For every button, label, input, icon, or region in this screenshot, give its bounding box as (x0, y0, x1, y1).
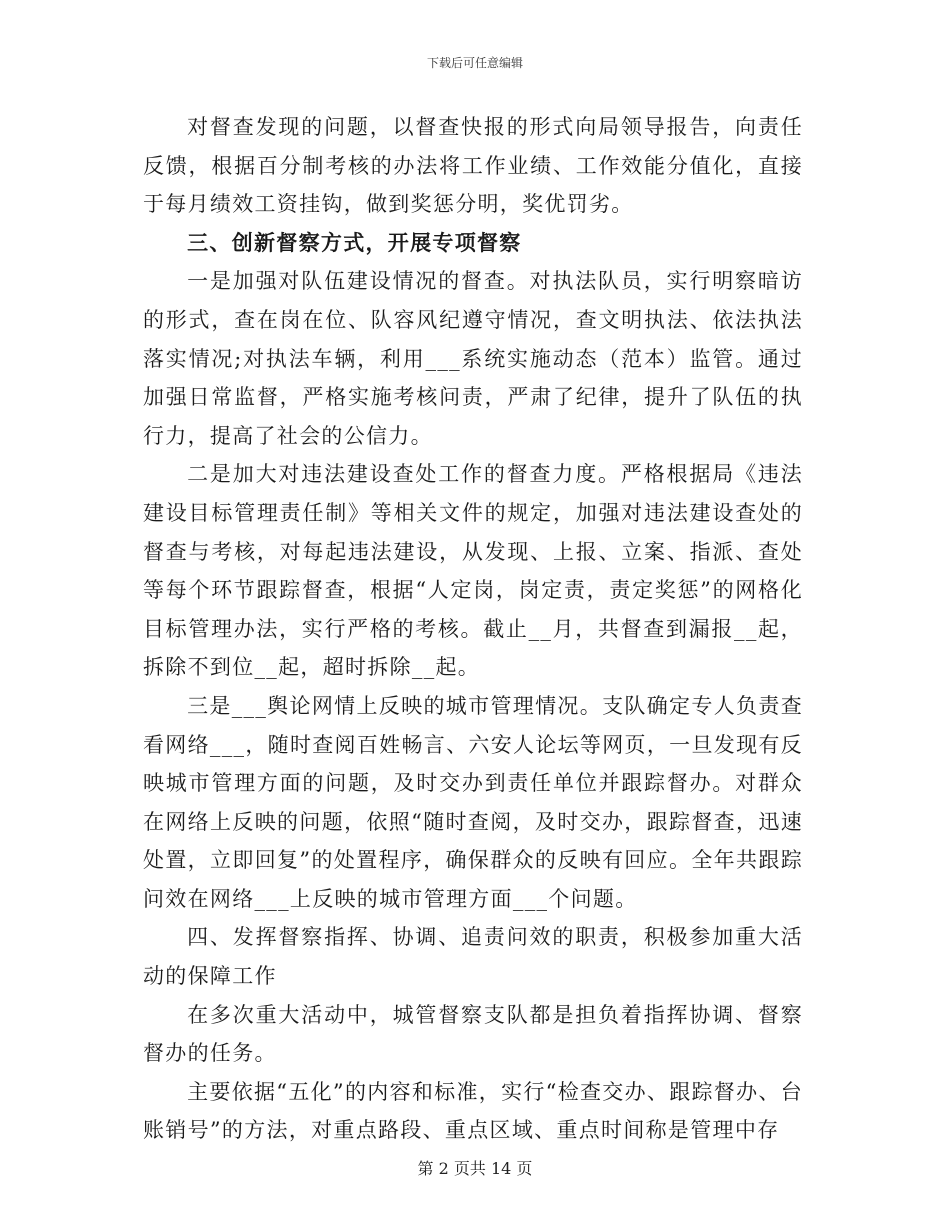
paragraph: 二是加大对违法建设查处工作的督查力度。严格根据局《违法建设目标管理责任制》等相关文件的规定，加强对违法建设查处的督查与考核，对每起违法建设，从发现、上报、立案、指派、查处等每个环节跟踪督查，根据“人定岗，岗定责，责定奖惩”的网格化目标管理办法，实行严格的考核。截止__月，共督查到漏报__起，拆除不到位__起，超时拆除__起。 (143, 462, 803, 680)
paragraph: 三是___舆论网情上反映的城市管理情况。支队确定专人负责查看网络___，随时查阅百姓畅言、六安人论坛等网页，一旦发现有反映城市管理方面的问题，及时交办到责任单位并跟踪督办。对群众在网络上反映的问题，依照“随时查阅，及时交办，跟踪督查，迅速处置，立即回复”的处置程序，确保群众的反映有回应。全年共跟踪问效在网络___上反映的城市管理方面___个问题。 (143, 693, 803, 911)
section-heading: 四、发挥督察指挥、协调、追责问效的职责，积极参加重大活动的保障工作 (143, 925, 803, 989)
page-header-note: 下载后可任意编辑 (426, 56, 523, 70)
document-body (143, 108, 803, 1150)
paragraph: 在多次重大活动中，城管督察支队都是担负着指挥协调、督察督办的任务。 (143, 1002, 803, 1066)
paragraph: 一是加强对队伍建设情况的督查。对执法队员，实行明察暗访的形式，查在岗在位、队容风纪遵守情况，查文明执法、依法执法落实情况;对执法车辆，利用___系统实施动态（范本）监管。通过加强日常监督，严格实施考核问责，严肃了纪律，提升了队伍的执行力，提高了社会的公信力。 (143, 269, 803, 448)
section-heading: 三、创新督察方式，开展专项督察 (187, 229, 522, 255)
paragraph: 对督查发现的问题，以督查快报的形式向局领导报告，向责任反馈，根据百分制考核的办法将工作业绩、工作效能分值化，直接于每月绩效工资挂钩，做到奖惩分明，奖优罚劣。 (143, 115, 803, 217)
paragraph: 主要依据“五化”的内容和标准，实行“检查交办、跟踪督办、台账销号”的方法，对重点路段、重点区域、重点时间称是管理中存 (143, 1079, 803, 1143)
page-footer-number: 第 2 页共 14 页 (417, 1159, 533, 1178)
